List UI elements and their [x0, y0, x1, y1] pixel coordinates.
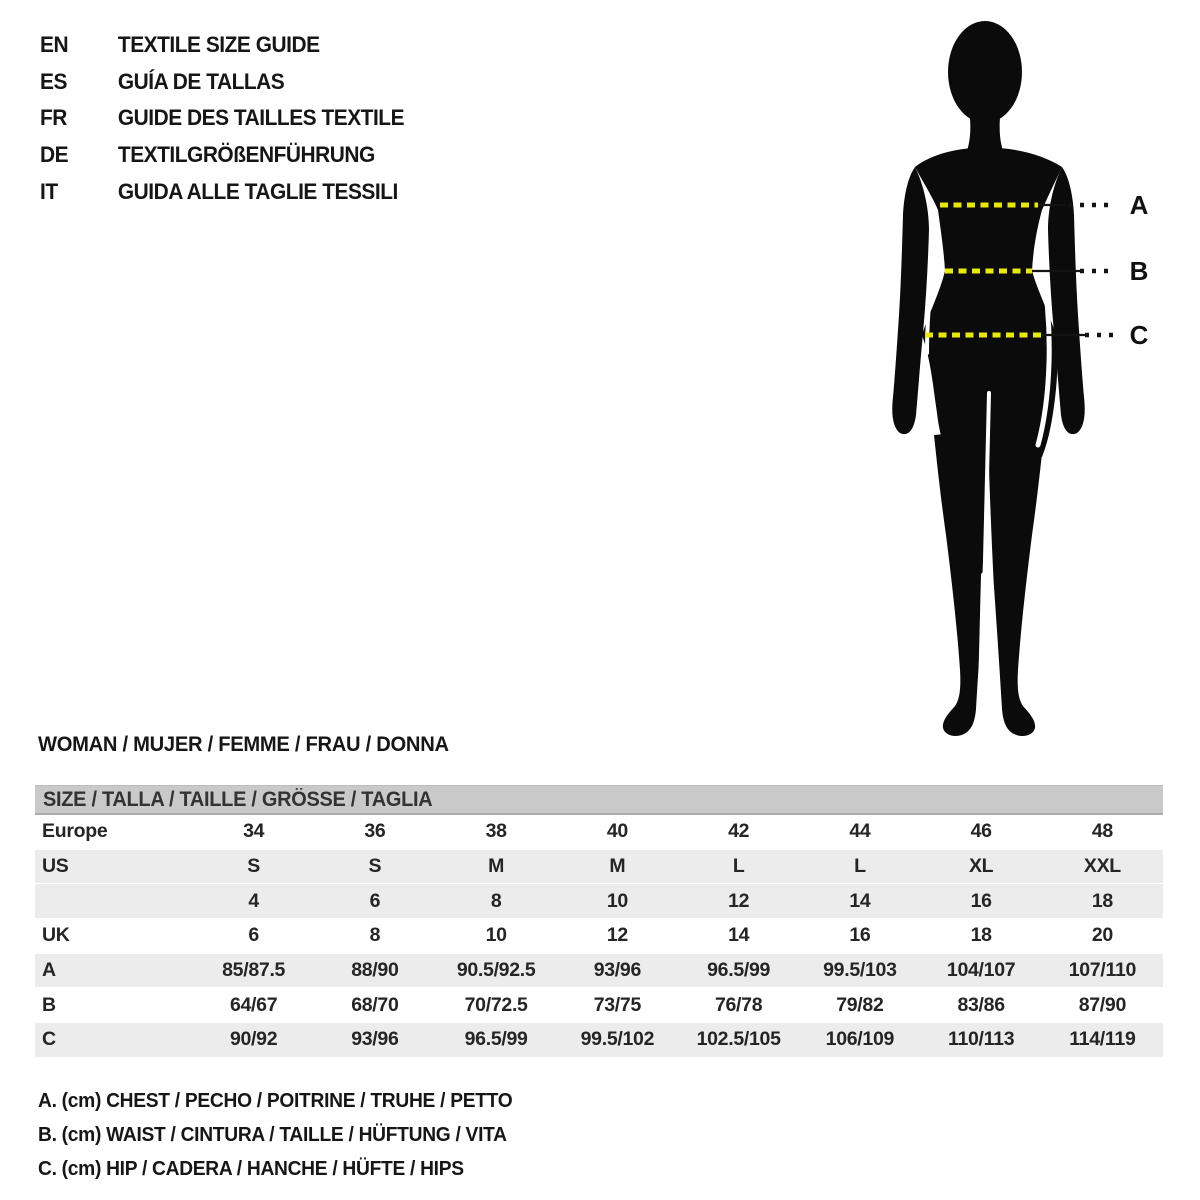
table-cell: M	[488, 855, 505, 878]
table-row	[35, 1023, 1163, 1058]
silhouette-shape	[892, 21, 1084, 736]
measure-label-c: C	[1129, 320, 1149, 350]
row-label: Europe	[42, 820, 108, 843]
legend-line: C. (cm) HIP / CADERA / HANCHE / HÜFTE / HIPS	[38, 1157, 464, 1180]
table-row	[35, 884, 1163, 919]
table-cell: 6	[369, 889, 381, 912]
table-cell: 83/86	[957, 993, 1005, 1016]
table-cell: 14	[728, 924, 750, 947]
language-title-list	[40, 27, 423, 210]
table-cell: 18	[970, 924, 992, 947]
table-cell: 48	[1091, 820, 1113, 843]
table-row	[35, 988, 1163, 1023]
language-title: GUÍA DE TALLAS	[117, 68, 285, 94]
legend-line: B. (cm) WAIST / CINTURA / TAILLE / HÜFTUNG / VITA	[38, 1123, 507, 1146]
woman-silhouette-figure	[870, 15, 1120, 745]
table-cell: 93/96	[351, 1028, 399, 1051]
language-title: TEXTILGRÖßENFÜHRUNG	[117, 142, 375, 168]
row-label: C	[42, 1028, 56, 1051]
table-cell: 68/70	[351, 993, 399, 1016]
table-cell: 14	[849, 889, 871, 912]
table-cell: 44	[849, 820, 871, 843]
table-cell: 79/82	[836, 993, 884, 1016]
table-cell: 8	[490, 889, 502, 912]
table-cell: 107/110	[1068, 959, 1137, 982]
woman-silhouette-svg	[870, 15, 1120, 745]
table-cell: 76/78	[714, 993, 763, 1016]
table-cell: 20	[1091, 924, 1113, 947]
table-cell: 90.5/92.5	[456, 959, 536, 982]
section-title: WOMAN / MUJER / FEMME / FRAU / DONNA	[38, 733, 449, 756]
language-code: IT	[40, 178, 58, 204]
table-cell: 36	[364, 820, 386, 843]
table-cell: 104/107	[946, 959, 1016, 982]
language-row	[40, 100, 404, 137]
row-label: UK	[42, 924, 70, 947]
size-table	[35, 785, 1163, 1058]
table-cell: M	[609, 855, 626, 878]
table-cell: 6	[248, 924, 259, 947]
table-cell: XL	[968, 855, 994, 878]
table-cell: XXL	[1083, 855, 1121, 878]
table-cell: 4	[248, 889, 259, 912]
table-cell: 10	[485, 924, 507, 947]
table-cell: 99.5/102	[580, 1028, 655, 1051]
table-cell: 73/75	[593, 993, 642, 1016]
table-cell: 110/113	[948, 1028, 1015, 1051]
language-row	[40, 64, 404, 101]
language-code: FR	[40, 105, 67, 131]
row-label: US	[42, 855, 69, 878]
table-cell: 90/92	[229, 1028, 278, 1051]
row-label: B	[42, 993, 56, 1016]
language-title: TEXTILE SIZE GUIDE	[117, 32, 320, 58]
table-cell: S	[368, 855, 382, 878]
table-cell: 42	[728, 820, 750, 843]
table-cell: L	[732, 855, 745, 878]
table-cell: 40	[606, 820, 628, 843]
table-cell: 18	[1091, 889, 1113, 912]
table-cell: 106/109	[825, 1028, 895, 1051]
table-cell: 85/87.5	[222, 959, 286, 982]
table-cell: S	[247, 855, 260, 878]
language-row	[40, 27, 404, 64]
language-code: DE	[40, 142, 69, 168]
table-row	[35, 954, 1163, 989]
table-cell: 12	[606, 924, 628, 947]
table-cell: 88/90	[351, 959, 399, 982]
table-cell: 93/96	[593, 959, 642, 982]
table-cell: 96.5/99	[464, 1028, 528, 1051]
measure-label-a: A	[1129, 190, 1149, 220]
table-cell: 10	[606, 889, 628, 912]
legend-line: A. (cm) CHEST / PECHO / POITRINE / TRUHE / PETTO	[38, 1089, 513, 1112]
language-row	[40, 173, 404, 210]
table-cell: 99.5/103	[823, 959, 897, 982]
table-cell: L	[854, 855, 866, 878]
language-row	[40, 137, 404, 174]
table-cell: 38	[485, 820, 507, 843]
table-cell: 12	[728, 889, 750, 912]
measure-label-b: B	[1129, 256, 1149, 286]
size-table-body	[35, 815, 1163, 1058]
table-row	[35, 919, 1163, 954]
language-title: GUIDE DES TAILLES TEXTILE	[117, 105, 405, 131]
table-cell: 8	[369, 924, 381, 947]
table-row	[35, 850, 1163, 885]
table-cell: 102.5/105	[696, 1028, 781, 1051]
table-row	[35, 815, 1163, 850]
size-table-header	[35, 785, 1163, 815]
measurement-legend	[38, 1084, 532, 1187]
table-cell: 114/119	[1069, 1028, 1136, 1051]
table-cell: 16	[849, 924, 871, 947]
row-label: A	[42, 959, 56, 982]
language-code: ES	[40, 68, 67, 94]
table-cell: 87/90	[1078, 993, 1127, 1016]
table-cell: 16	[970, 889, 992, 912]
language-title: GUIDA ALLE TAGLIE TESSILI	[117, 178, 398, 204]
table-cell: 70/72.5	[464, 993, 528, 1016]
table-cell: 46	[970, 820, 992, 843]
table-cell: 96.5/99	[707, 959, 771, 982]
size-table-header-text: SIZE / TALLA / TAILLE / GRÖSSE / TAGLIA	[43, 787, 433, 811]
table-cell: 64/67	[229, 993, 278, 1016]
language-code: EN	[40, 32, 69, 58]
table-cell: 34	[243, 820, 265, 843]
